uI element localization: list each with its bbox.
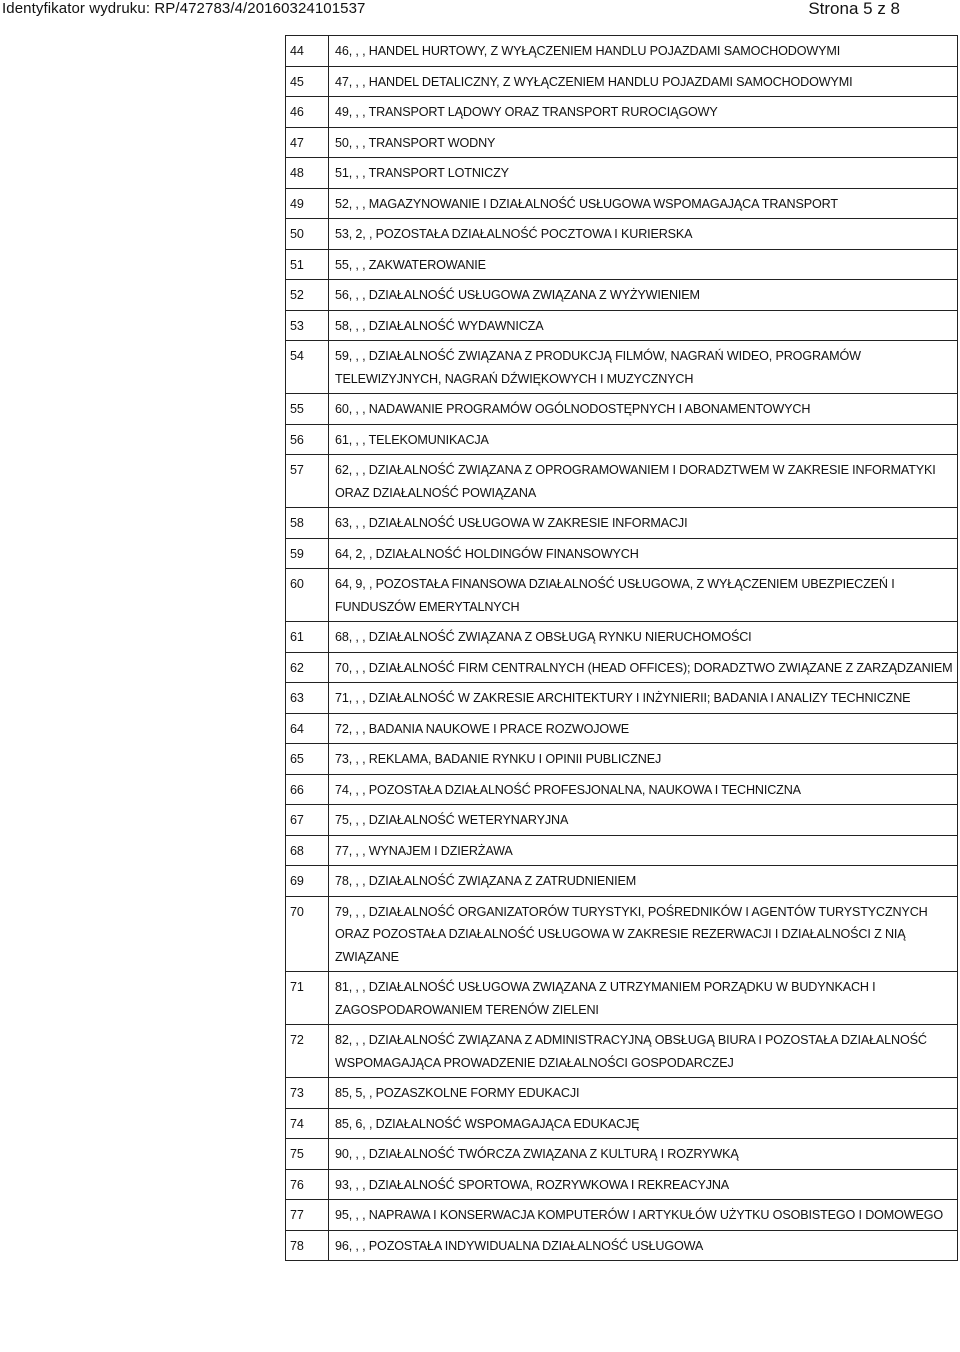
activity-description: 50, , , TRANSPORT WODNY — [329, 127, 958, 158]
table-row — [286, 896, 958, 972]
page-number: Strona 5 z 8 — [808, 0, 900, 18]
table-row — [286, 774, 958, 805]
row-number: 65 — [286, 744, 329, 775]
table-row — [286, 538, 958, 569]
row-number: 72 — [286, 1025, 329, 1078]
table-row — [286, 188, 958, 219]
activity-description: 58, , , DZIAŁALNOŚĆ WYDAWNICZA — [329, 310, 958, 341]
row-number: 53 — [286, 310, 329, 341]
row-number: 54 — [286, 341, 329, 394]
row-number: 58 — [286, 508, 329, 539]
activity-description: 68, , , DZIAŁALNOŚĆ ZWIĄZANA Z OBSŁUGĄ RYNKU NIERUCHOMOŚCI — [329, 622, 958, 653]
row-number: 62 — [286, 652, 329, 683]
row-number: 77 — [286, 1200, 329, 1231]
row-number: 45 — [286, 66, 329, 97]
table-row — [286, 1230, 958, 1261]
table-row — [286, 1025, 958, 1078]
row-number: 61 — [286, 622, 329, 653]
row-number: 70 — [286, 896, 329, 972]
row-number: 67 — [286, 805, 329, 836]
table-row — [286, 1169, 958, 1200]
table-row — [286, 310, 958, 341]
activity-description: 85, 5, , POZASZKOLNE FORMY EDUKACJI — [329, 1078, 958, 1109]
row-number: 73 — [286, 1078, 329, 1109]
table-row — [286, 127, 958, 158]
table-row — [286, 744, 958, 775]
table-row — [286, 424, 958, 455]
table-row — [286, 219, 958, 250]
print-header — [0, 0, 960, 20]
table-row — [286, 280, 958, 311]
activity-description: 79, , , DZIAŁALNOŚĆ ORGANIZATORÓW TURYSTYKI, POŚREDNIKÓW I AGENTÓW TURYSTYCZNYCH ORAZ POZOSTAŁA DZIAŁALNOŚĆ USŁUGOWA W ZAKRESIE REZERWACJI I DZIAŁALNOŚCI Z NIĄ ZWIĄZANE — [329, 896, 958, 972]
row-number: 66 — [286, 774, 329, 805]
row-number: 50 — [286, 219, 329, 250]
activity-description: 47, , , HANDEL DETALICZNY, Z WYŁĄCZENIEM HANDLU POJAZDAMI SAMOCHODOWYMI — [329, 66, 958, 97]
table-row — [286, 66, 958, 97]
activity-description: 49, , , TRANSPORT LĄDOWY ORAZ TRANSPORT RUROCIĄGOWY — [329, 97, 958, 128]
row-number: 47 — [286, 127, 329, 158]
table-row — [286, 683, 958, 714]
row-number: 60 — [286, 569, 329, 622]
table-row — [286, 97, 958, 128]
row-number: 78 — [286, 1230, 329, 1261]
row-number: 55 — [286, 394, 329, 425]
activity-description: 81, , , DZIAŁALNOŚĆ USŁUGOWA ZWIĄZANA Z UTRZYMANIEM PORZĄDKU W BUDYNKACH I ZAGOSPODAROWANIEM TERENÓW ZIELENI — [329, 972, 958, 1025]
activity-description: 46, , , HANDEL HURTOWY, Z WYŁĄCZENIEM HANDLU POJAZDAMI SAMOCHODOWYMI — [329, 36, 958, 67]
table-row — [286, 508, 958, 539]
row-number: 57 — [286, 455, 329, 508]
row-number: 64 — [286, 713, 329, 744]
activity-description: 64, 2, , DZIAŁALNOŚĆ HOLDINGÓW FINANSOWYCH — [329, 538, 958, 569]
pkd-table-body — [286, 36, 958, 1261]
table-row — [286, 341, 958, 394]
activity-description: 90, , , DZIAŁALNOŚĆ TWÓRCZA ZWIĄZANA Z KULTURĄ I ROZRYWKĄ — [329, 1139, 958, 1170]
activity-description: 63, , , DZIAŁALNOŚĆ USŁUGOWA W ZAKRESIE INFORMACJI — [329, 508, 958, 539]
activity-description: 85, 6, , DZIAŁALNOŚĆ WSPOMAGAJĄCA EDUKACJĘ — [329, 1108, 958, 1139]
row-number: 51 — [286, 249, 329, 280]
row-number: 68 — [286, 835, 329, 866]
table-row — [286, 569, 958, 622]
table-row — [286, 455, 958, 508]
activity-description: 74, , , POZOSTAŁA DZIAŁALNOŚĆ PROFESJONALNA, NAUKOWA I TECHNICZNA — [329, 774, 958, 805]
table-row — [286, 36, 958, 67]
row-number: 76 — [286, 1169, 329, 1200]
table-row — [286, 1200, 958, 1231]
activity-description: 73, , , REKLAMA, BADANIE RYNKU I OPINII PUBLICZNEJ — [329, 744, 958, 775]
row-number: 52 — [286, 280, 329, 311]
activity-description: 77, , , WYNAJEM I DZIERŻAWA — [329, 835, 958, 866]
activity-description: 96, , , POZOSTAŁA INDYWIDUALNA DZIAŁALNOŚĆ USŁUGOWA — [329, 1230, 958, 1261]
table-row — [286, 394, 958, 425]
table-row — [286, 622, 958, 653]
row-number: 59 — [286, 538, 329, 569]
row-number: 44 — [286, 36, 329, 67]
activity-description: 93, , , DZIAŁALNOŚĆ SPORTOWA, ROZRYWKOWA I REKREACYJNA — [329, 1169, 958, 1200]
activity-description: 56, , , DZIAŁALNOŚĆ USŁUGOWA ZWIĄZANA Z WYŻYWIENIEM — [329, 280, 958, 311]
table-row — [286, 713, 958, 744]
row-number: 46 — [286, 97, 329, 128]
table-row — [286, 158, 958, 189]
activity-description: 72, , , BADANIA NAUKOWE I PRACE ROZWOJOWE — [329, 713, 958, 744]
table-row — [286, 835, 958, 866]
activity-description: 70, , , DZIAŁALNOŚĆ FIRM CENTRALNYCH (HEAD OFFICES); DORADZTWO ZWIĄZANE Z ZARZĄDZANIEM — [329, 652, 958, 683]
activity-description: 71, , , DZIAŁALNOŚĆ W ZAKRESIE ARCHITEKTURY I INŻYNIERII; BADANIA I ANALIZY TECHNICZNE — [329, 683, 958, 714]
row-number: 75 — [286, 1139, 329, 1170]
activity-description: 95, , , NAPRAWA I KONSERWACJA KOMPUTERÓW I ARTYKUŁÓW UŻYTKU OSOBISTEGO I DOMOWEGO — [329, 1200, 958, 1231]
activity-description: 59, , , DZIAŁALNOŚĆ ZWIĄZANA Z PRODUKCJĄ FILMÓW, NAGRAŃ WIDEO, PROGRAMÓW TELEWIZYJNYCH, NAGRAŃ DŹWIĘKOWYCH I MUZYCZNYCH — [329, 341, 958, 394]
activity-description: 55, , , ZAKWATEROWANIE — [329, 249, 958, 280]
activity-description: 60, , , NADAWANIE PROGRAMÓW OGÓLNODOSTĘPNYCH I ABONAMENTOWYCH — [329, 394, 958, 425]
activity-description: 53, 2, , POZOSTAŁA DZIAŁALNOŚĆ POCZTOWA I KURIERSKA — [329, 219, 958, 250]
activity-description: 75, , , DZIAŁALNOŚĆ WETERYNARYJNA — [329, 805, 958, 836]
table-row — [286, 805, 958, 836]
table-row — [286, 652, 958, 683]
row-number: 74 — [286, 1108, 329, 1139]
activity-description: 51, , , TRANSPORT LOTNICZY — [329, 158, 958, 189]
activity-description: 64, 9, , POZOSTAŁA FINANSOWA DZIAŁALNOŚĆ USŁUGOWA, Z WYŁĄCZENIEM UBEZPIECZEŃ I FUNDUSZÓW EMERYTALNYCH — [329, 569, 958, 622]
activity-description: 82, , , DZIAŁALNOŚĆ ZWIĄZANA Z ADMINISTRACYJNĄ OBSŁUGĄ BIURA I POZOSTAŁA DZIAŁALNOŚĆ WSPOMAGAJĄCA PROWADZENIE DZIAŁALNOŚCI GOSPODARCZEJ — [329, 1025, 958, 1078]
print-identifier: Identyfikator wydruku: RP/472783/4/20160324101537 — [2, 0, 366, 17]
activity-description: 78, , , DZIAŁALNOŚĆ ZWIĄZANA Z ZATRUDNIENIEM — [329, 866, 958, 897]
table-row — [286, 249, 958, 280]
table-row — [286, 866, 958, 897]
table-row — [286, 1078, 958, 1109]
activity-description: 62, , , DZIAŁALNOŚĆ ZWIĄZANA Z OPROGRAMOWANIEM I DORADZTWEM W ZAKRESIE INFORMATYKI ORAZ DZIAŁALNOŚĆ POWIĄZANA — [329, 455, 958, 508]
row-number: 71 — [286, 972, 329, 1025]
row-number: 69 — [286, 866, 329, 897]
activity-description: 52, , , MAGAZYNOWANIE I DZIAŁALNOŚĆ USŁUGOWA WSPOMAGAJĄCA TRANSPORT — [329, 188, 958, 219]
table-row — [286, 972, 958, 1025]
row-number: 48 — [286, 158, 329, 189]
table-row — [286, 1139, 958, 1170]
row-number: 49 — [286, 188, 329, 219]
row-number: 63 — [286, 683, 329, 714]
pkd-activity-table — [285, 35, 958, 1261]
table-row — [286, 1108, 958, 1139]
row-number: 56 — [286, 424, 329, 455]
activity-description: 61, , , TELEKOMUNIKACJA — [329, 424, 958, 455]
